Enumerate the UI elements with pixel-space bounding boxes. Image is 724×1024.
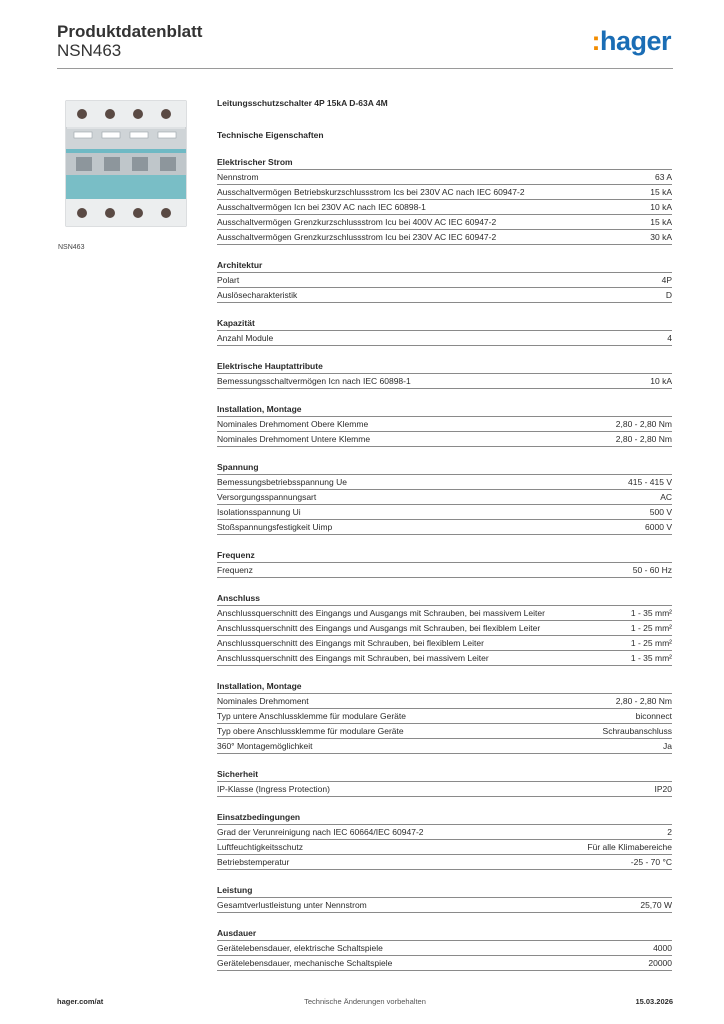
spec-value: 2,80 - 2,80 Nm [615, 696, 672, 706]
spec-row [217, 606, 672, 621]
spec-value: 50 - 60 Hz [632, 565, 672, 575]
section-title: Architektur [217, 259, 672, 273]
spec-value: 10 kA [650, 376, 672, 386]
spec-row [217, 170, 672, 185]
circuit-breaker-image [58, 93, 201, 236]
image-caption: NSN463 [58, 244, 85, 251]
spec-value: D [665, 290, 672, 300]
spec-label: IP-Klasse (Ingress Protection) [217, 784, 330, 794]
spec-value: 20000 [648, 958, 672, 968]
section-title: Installation, Montage [217, 680, 672, 694]
spec-value: 4 [667, 333, 672, 343]
spec-label: Polart [217, 275, 240, 285]
spec-label: Versorgungsspannungsart [217, 492, 317, 502]
spec-label: Gerätelebensdauer, mechanische Schaltspiele [217, 958, 393, 968]
spec-value: biconnect [635, 711, 672, 721]
spec-value: 6000 V [645, 522, 672, 532]
spec-value: 15 kA [650, 187, 672, 197]
spec-section [217, 927, 672, 971]
spec-section [217, 461, 672, 535]
spec-value: 2,80 - 2,80 Nm [615, 434, 672, 444]
spec-label: Ausschaltvermögen Grenzkurzschlussstrom Icu bei 400V AC IEC 60947-2 [217, 217, 497, 227]
spec-value: 1 - 35 mm² [630, 608, 672, 618]
spec-row [217, 636, 672, 651]
footer-disclaimer: Technische Änderungen vorbehalten [304, 997, 426, 1006]
spec-row [217, 520, 672, 535]
spec-value: Ja [663, 741, 672, 751]
spec-value: 30 kA [650, 232, 672, 242]
spec-section [217, 156, 672, 245]
spec-label: Nominales Drehmoment [217, 696, 309, 706]
spec-value: 1 - 25 mm² [630, 623, 672, 633]
spec-row [217, 941, 672, 956]
spec-label: Gesamtverlustleistung unter Nennstrom [217, 900, 367, 910]
spec-row [217, 505, 672, 520]
spec-row [217, 475, 672, 490]
spec-value: 1 - 35 mm² [630, 653, 672, 663]
section-title: Einsatzbedingungen [217, 811, 672, 825]
section-title: Leistung [217, 884, 672, 898]
spec-row [217, 185, 672, 200]
spec-row [217, 825, 672, 840]
spec-row [217, 563, 672, 578]
spec-value: 2 [667, 827, 672, 837]
spec-value: 500 V [649, 507, 672, 517]
footer-date: 15.03.2026 [635, 997, 673, 1006]
spec-row [217, 374, 672, 389]
spec-label: Typ untere Anschlussklemme für modulare Geräte [217, 711, 406, 721]
spec-label: Bemessungsbetriebsspannung Ue [217, 477, 347, 487]
spec-row [217, 432, 672, 447]
spec-row [217, 782, 672, 797]
spec-section [217, 884, 672, 913]
spec-row [217, 417, 672, 432]
spec-label: Nennstrom [217, 172, 259, 182]
spec-label: Isolationsspannung Ui [217, 507, 301, 517]
section-title: Kapazität [217, 317, 672, 331]
spec-section [217, 317, 672, 346]
page-header [57, 20, 673, 72]
section-title: Anschluss [217, 592, 672, 606]
product-name: Leitungsschutzschalter 4P 15kA D-63A 4M [217, 98, 388, 108]
section-title: Installation, Montage [217, 403, 672, 417]
spec-label: Ausschaltvermögen Icn bei 230V AC nach IEC 60898-1 [217, 202, 426, 212]
spec-value: 2,80 - 2,80 Nm [615, 419, 672, 429]
spec-value: 25,70 W [640, 900, 672, 910]
spec-row [217, 200, 672, 215]
spec-label: 360° Montagemöglichkeit [217, 741, 313, 751]
spec-label: Frequenz [217, 565, 253, 575]
spec-label: Grad der Verunreinigung nach IEC 60664/IEC 60947-2 [217, 827, 424, 837]
spec-row [217, 724, 672, 739]
spec-value: 10 kA [650, 202, 672, 212]
spec-value: 15 kA [650, 217, 672, 227]
spec-label: Anschlussquerschnitt des Eingangs und Ausgangs mit Schrauben, bei flexiblem Leiter [217, 623, 541, 633]
spec-value: 63 A [654, 172, 672, 182]
spec-row [217, 840, 672, 855]
spec-section [217, 259, 672, 303]
spec-label: Anzahl Module [217, 333, 274, 343]
section-title: Elektrische Hauptattribute [217, 360, 672, 374]
spec-label: Stoßspannungsfestigkeit Uimp [217, 522, 333, 532]
spec-section [217, 680, 672, 754]
spec-section [217, 768, 672, 797]
spec-section [217, 549, 672, 578]
spec-row [217, 331, 672, 346]
spec-label: Ausschaltvermögen Grenzkurzschlussstrom Icu bei 230V AC IEC 60947-2 [217, 232, 497, 242]
spec-value: 4000 [653, 943, 672, 953]
spec-section [217, 592, 672, 666]
product-code: NSN463 [57, 41, 122, 60]
tech-properties-title: Technische Eigenschaften [217, 130, 324, 140]
spec-value: 4P [661, 275, 672, 285]
section-title: Ausdauer [217, 927, 672, 941]
spec-label: Bemessungsschaltvermögen Icn nach IEC 60898-1 [217, 376, 411, 386]
spec-sections [217, 156, 672, 971]
spec-section [217, 360, 672, 389]
spec-row [217, 288, 672, 303]
header-divider [57, 68, 673, 69]
spec-label: Nominales Drehmoment Untere Klemme [217, 434, 371, 444]
spec-row [217, 898, 672, 913]
spec-value: AC [660, 492, 672, 502]
section-title: Elektrischer Strom [217, 156, 672, 170]
spec-label: Anschlussquerschnitt des Eingangs mit Schrauben, bei flexiblem Leiter [217, 638, 484, 648]
spec-value: IP20 [654, 784, 672, 794]
spec-row [217, 694, 672, 709]
spec-value: -25 - 70 °C [630, 857, 672, 867]
spec-value: 415 - 415 V [628, 477, 672, 487]
spec-row [217, 215, 672, 230]
spec-row [217, 709, 672, 724]
spec-value: Für alle Klimabereiche [587, 842, 672, 852]
spec-row [217, 621, 672, 636]
document-title: Produktdatenblatt [57, 22, 203, 41]
spec-label: Ausschaltvermögen Betriebskurzschlussstrom Ics bei 230V AC nach IEC 60947-2 [217, 187, 525, 197]
spec-label: Anschlussquerschnitt des Eingangs und Ausgangs mit Schrauben, bei massivem Leiter [217, 608, 545, 618]
hager-logo: :hager [591, 26, 671, 56]
spec-value: Schraubanschluss [602, 726, 672, 736]
spec-row [217, 230, 672, 245]
spec-label: Typ obere Anschlussklemme für modulare Geräte [217, 726, 404, 736]
spec-row [217, 956, 672, 971]
spec-label: Nominales Drehmoment Obere Klemme [217, 419, 369, 429]
spec-label: Gerätelebensdauer, elektrische Schaltspiele [217, 943, 383, 953]
spec-row [217, 739, 672, 754]
spec-row [217, 651, 672, 666]
spec-section [217, 811, 672, 870]
spec-row [217, 490, 672, 505]
spec-value: 1 - 25 mm² [630, 638, 672, 648]
section-title: Spannung [217, 461, 672, 475]
spec-section [217, 403, 672, 447]
footer-website[interactable]: hager.com/at [57, 997, 104, 1006]
spec-label: Betriebstemperatur [217, 857, 290, 867]
spec-row [217, 273, 672, 288]
section-title: Sicherheit [217, 768, 672, 782]
spec-label: Luftfeuchtigkeitsschutz [217, 842, 303, 852]
section-title: Frequenz [217, 549, 672, 563]
spec-content [217, 97, 672, 971]
spec-row [217, 855, 672, 870]
spec-label: Auslösecharakteristik [217, 290, 298, 300]
spec-label: Anschlussquerschnitt des Eingangs mit Schrauben, bei massivem Leiter [217, 653, 489, 663]
